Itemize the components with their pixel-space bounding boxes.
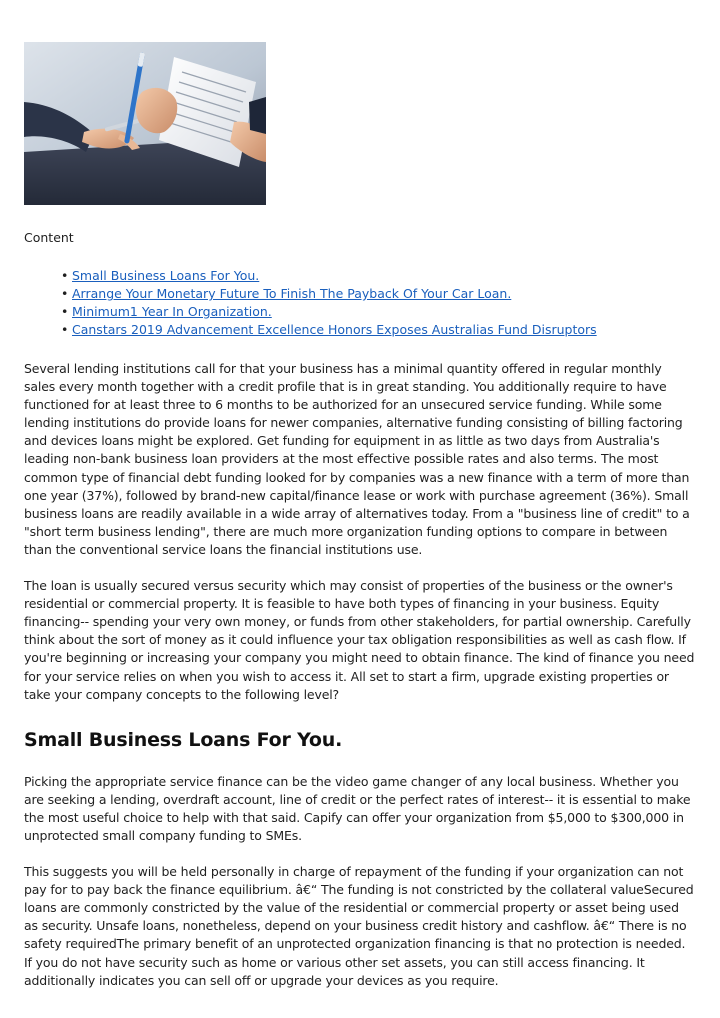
section-heading: Small Business Loans For You.: [24, 728, 343, 751]
intro-paragraph: Several lending institutions call for that your business has a minimal quantity offered in regular monthly sales every month together with a credit profile that is in great standing. You additionally require to have functioned for at least three to 6 months to be authorized for an unsecured service funding. While some lending institutions do provide loans for newer companies, alternative funding consisting of billing factoring and devices loans might be explored. Get funding for equipment in as little as two days from Australia's leading non-bank business loan providers at the most effective possible rates and also terms. The most common type of financial debt funding looked for by companies was a new finance with a term of more than one year (37%), followed by brand-new capital/finance lease or work with purchase agreement (36%). Small business loans are readily available in a wide array of alternatives today. From a "business line of credit" to a "short term business lending", there are much more organization funding options to compare in between than the conventional service loans the financial institutions use.: [24, 361, 690, 557]
toc-link[interactable]: Small Business Loans For You.: [72, 268, 260, 283]
content-label: Content: [24, 230, 74, 245]
toc-item: [72, 267, 696, 285]
intro-paragraph: The loan is usually secured versus security which may consist of properties of the business or the owner's residential or commercial property. It is feasible to have both types of financing in your business. Equity financing-- spending your very own money, or funds from other stakeholders, for partial ownership. Carefully think about the sort of money as it could influence your tax obligation responsibilities as well as cash flow. If you're beginning or increasing your company you might need to obtain finance. The kind of finance you need for your service relies on when you wish to access it. All set to start a firm, upgrade existing properties or take your company concepts to the following level?: [24, 578, 695, 702]
toc-link[interactable]: Canstars 2019 Advancement Excellence Honors Exposes Australias Fund Disruptors: [72, 322, 597, 337]
toc-link[interactable]: Arrange Your Monetary Future To Finish The Payback Of Your Car Loan.: [72, 286, 512, 301]
section-paragraph: Picking the appropriate service finance can be the video game changer of any local business. Whether you are seeking a lending, overdraft account, line of credit or the perfect rates of interest-- it is essential to make the most useful choice to help with that said. Capify can offer your organization from $5,000 to $300,000 in unprotected small company funding to SMEs.: [24, 773, 691, 843]
article: [24, 42, 696, 990]
toc-item: [72, 303, 696, 321]
section-paragraph: This suggests you will be held personally in charge of repayment of the funding if your organization can not pay for to pay back the finance equilibrium. â€“ The funding is not constricted by the collateral valueSecured loans are commonly constricted by the value of the residential or commercial property or asset being used as security. Unsafe loans, nonetheless, depend on your business credit history and cashflow. â€“ There is no safety requiredThe primary benefit of an unprotected organization financing is that no protection is needed. If you do not have security such as home or various other set assets, you can still access financing. It additionally indicates you can sell off or upgrade your devices as you require.: [24, 864, 694, 988]
toc-item: [72, 285, 696, 303]
table-of-contents: [24, 267, 696, 339]
toc-link[interactable]: Minimum1 Year In Organization.: [72, 304, 272, 319]
business-handshake-photo: [24, 42, 266, 205]
toc-item: [72, 321, 696, 339]
